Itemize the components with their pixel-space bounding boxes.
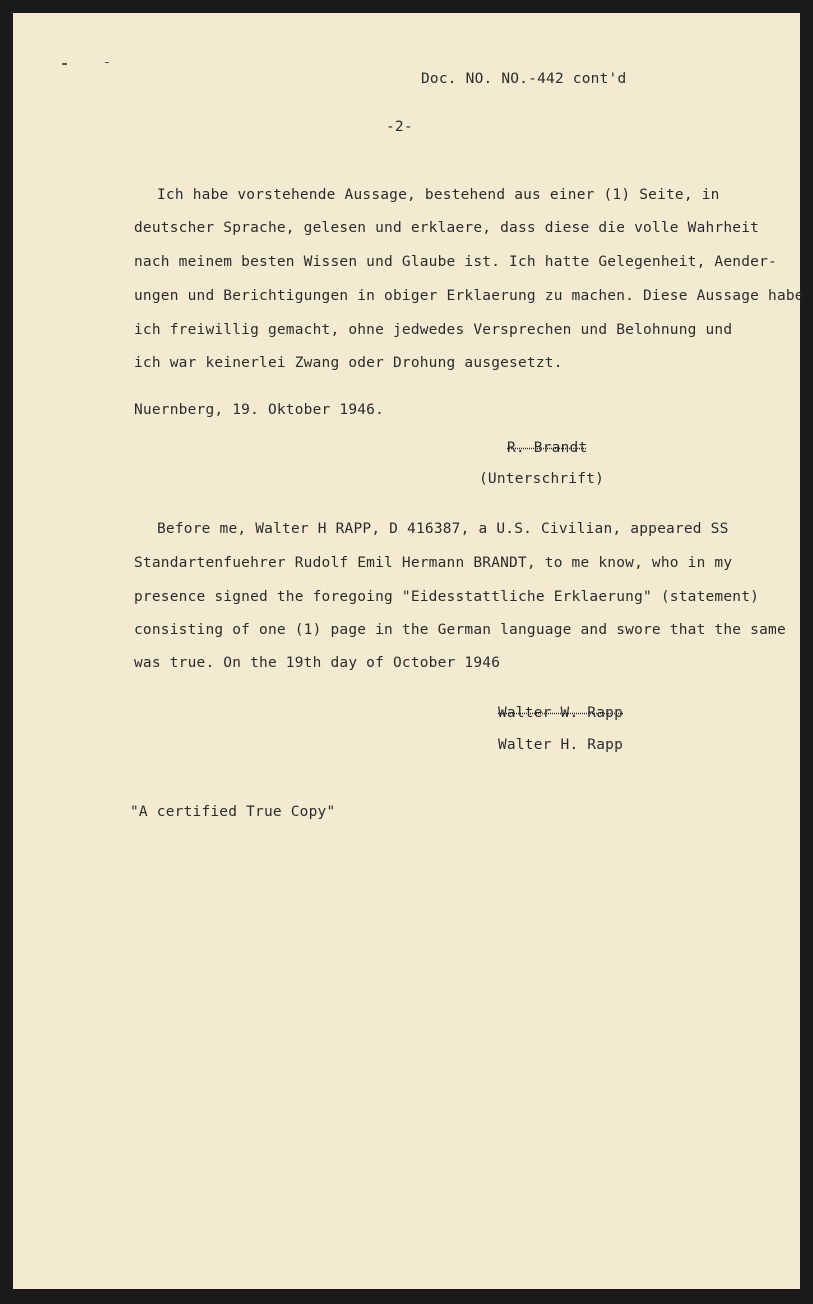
statement-line-de: deutscher Sprache, gelesen und erklaere, dass diese die volle Wahrheit [134, 220, 760, 236]
doc-reference: Doc. NO. NO.-442 cont'd [421, 71, 627, 87]
signature-name: R. Brandt [507, 440, 588, 456]
statement-line-de: ich freiwillig gemacht, ohne jedwedes Versprechen und Belohnung und [134, 322, 733, 338]
certification-note: "A certified True Copy" [130, 804, 336, 820]
document-page [13, 13, 804, 1289]
statement-line-en: Standartenfuehrer Rudolf Emil Hermann BRANDT, to me know, who in my [134, 555, 733, 571]
statement-line-de: ungen und Berichtigungen in obiger Erklaerung zu machen. Diese Aussage habe [134, 288, 804, 304]
signature-caption: (Unterschrift) [479, 471, 605, 487]
statement-line-de: nach meinem besten Wissen und Glaube ist. Ich hatte Gelegenheit, Aender- [134, 254, 777, 270]
statement-line-en: Before me, Walter H RAPP, D 416387, a U.S. Civilian, appeared SS [157, 521, 729, 537]
statement-line-de: Ich habe vorstehende Aussage, bestehend aus einer (1) Seite, in [157, 187, 720, 203]
page-number: -2- [386, 119, 413, 135]
margin-mark [62, 63, 67, 65]
statement-line-en: was true. On the 19th day of October 1946 [134, 655, 501, 671]
statement-line-de: ich war keinerlei Zwang oder Drohung ausgesetzt. [134, 355, 563, 371]
signature-name: Walter W. Rapp [498, 705, 624, 721]
margin-mark [105, 62, 109, 63]
statement-line-en: presence signed the foregoing "Eidesstattliche Erklaerung" (statement) [134, 589, 760, 605]
statement-line-en: consisting of one (1) page in the German language and swore that the same [134, 622, 786, 638]
typed-name: Walter H. Rapp [498, 737, 624, 753]
place-date: Nuernberg, 19. Oktober 1946. [134, 402, 385, 418]
